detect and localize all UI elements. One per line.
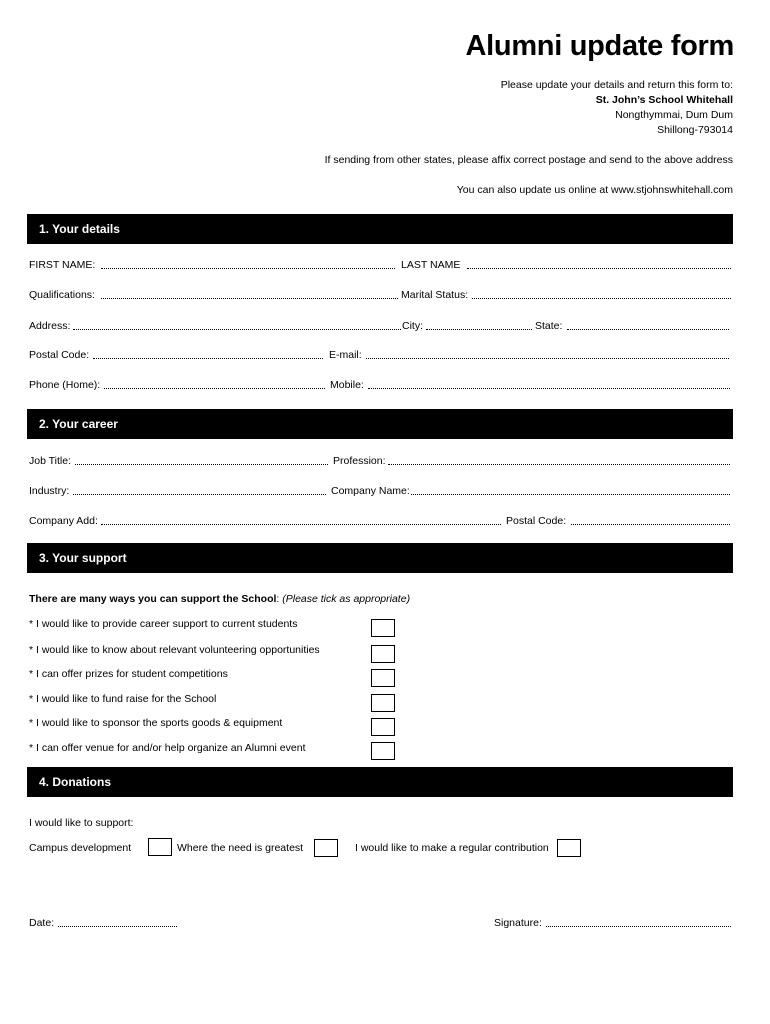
postal-code-field[interactable] <box>93 357 323 359</box>
company-name-field[interactable] <box>411 493 730 495</box>
support-option-2: * I would like to know about relevant volunteering opportunities <box>29 644 320 656</box>
return-note: Please update your details and return this form to: <box>500 79 733 91</box>
support-option-1: * I would like to provide career support to current students <box>29 618 298 630</box>
mobile-field[interactable] <box>368 387 730 389</box>
address-field[interactable] <box>73 328 401 330</box>
support-option-3: * I can offer prizes for student competitions <box>29 668 228 680</box>
school-name: St. John’s School Whitehall <box>595 94 733 106</box>
need-greatest-checkbox[interactable] <box>314 839 338 857</box>
last-name-label: LAST NAME <box>401 259 461 271</box>
job-title-field[interactable] <box>75 463 328 465</box>
campus-development-checkbox[interactable] <box>148 838 172 856</box>
support-option-4: * I would like to fund raise for the School <box>29 693 217 705</box>
first-name-field[interactable] <box>101 267 395 269</box>
industry-field[interactable] <box>73 493 326 495</box>
date-field[interactable] <box>58 925 177 927</box>
postage-note: If sending from other states, please affix correct postage and send to the above address <box>324 154 733 166</box>
support-checkbox-6[interactable] <box>371 742 395 760</box>
section-donations: 4. Donations <box>27 767 733 797</box>
company-add-field[interactable] <box>101 523 501 525</box>
company-postal-code-field[interactable] <box>571 523 730 525</box>
marital-status-label: Marital Status: <box>401 289 469 301</box>
regular-contribution-label: I would like to make a regular contribution <box>355 842 549 854</box>
qualifications-field[interactable] <box>101 297 398 299</box>
company-add-label: Company Add: <box>29 515 98 527</box>
support-intro <box>29 593 410 605</box>
profession-label: Profession: <box>333 455 386 467</box>
phone-home-field[interactable] <box>104 387 325 389</box>
campus-development-label: Campus development <box>29 842 132 854</box>
city-label: City: <box>402 320 423 332</box>
signature-field[interactable] <box>546 925 731 927</box>
support-checkbox-4[interactable] <box>371 694 395 712</box>
signature-label: Signature: <box>494 917 542 929</box>
company-name-label: Company Name: <box>331 485 410 497</box>
marital-status-field[interactable] <box>472 297 731 299</box>
page-title: Alumni update form <box>465 30 734 62</box>
email-label: E-mail: <box>329 349 362 361</box>
support-checkbox-5[interactable] <box>371 718 395 736</box>
profession-field[interactable] <box>388 463 730 465</box>
donations-intro: I would like to support: <box>29 817 134 829</box>
support-intro-bold: There are many ways you can support the School <box>29 593 277 605</box>
online-note: You can also update us online at www.stjohnswhitehall.com <box>456 184 733 196</box>
mobile-label: Mobile: <box>330 379 364 391</box>
address-label: Address: <box>29 320 71 332</box>
section-your-career: 2. Your career <box>27 409 733 439</box>
state-label: State: <box>535 320 563 332</box>
support-intro-italic: (Please tick as appropriate) <box>282 593 411 605</box>
section-your-details: 1. Your details <box>27 214 733 244</box>
company-postal-code-label: Postal Code: <box>506 515 567 527</box>
address-line-1: Nongthymmai, Dum Dum <box>615 109 733 121</box>
date-label: Date: <box>29 917 55 929</box>
industry-label: Industry: <box>29 485 70 497</box>
support-option-5: * I would like to sponsor the sports goods & equipment <box>29 717 283 729</box>
section-your-support: 3. Your support <box>27 543 733 573</box>
support-intro-colon: : <box>276 593 280 605</box>
state-field[interactable] <box>567 328 729 330</box>
city-field[interactable] <box>426 328 532 330</box>
qualifications-label: Qualifications: <box>29 289 95 301</box>
support-checkbox-3[interactable] <box>371 669 395 687</box>
address-line-2: Shillong-793014 <box>657 124 733 136</box>
support-option-6: * I can offer venue for and/or help organize an Alumni event <box>29 742 306 754</box>
support-checkbox-2[interactable] <box>371 645 395 663</box>
phone-home-label: Phone (Home): <box>29 379 101 391</box>
last-name-field[interactable] <box>467 267 731 269</box>
need-greatest-label: Where the need is greatest <box>177 842 304 854</box>
postal-code-label: Postal Code: <box>29 349 90 361</box>
support-checkbox-1[interactable] <box>371 619 395 637</box>
first-name-label: FIRST NAME: <box>29 259 96 271</box>
email-field[interactable] <box>366 357 729 359</box>
regular-contribution-checkbox[interactable] <box>557 839 581 857</box>
job-title-label: Job Title: <box>29 455 72 467</box>
